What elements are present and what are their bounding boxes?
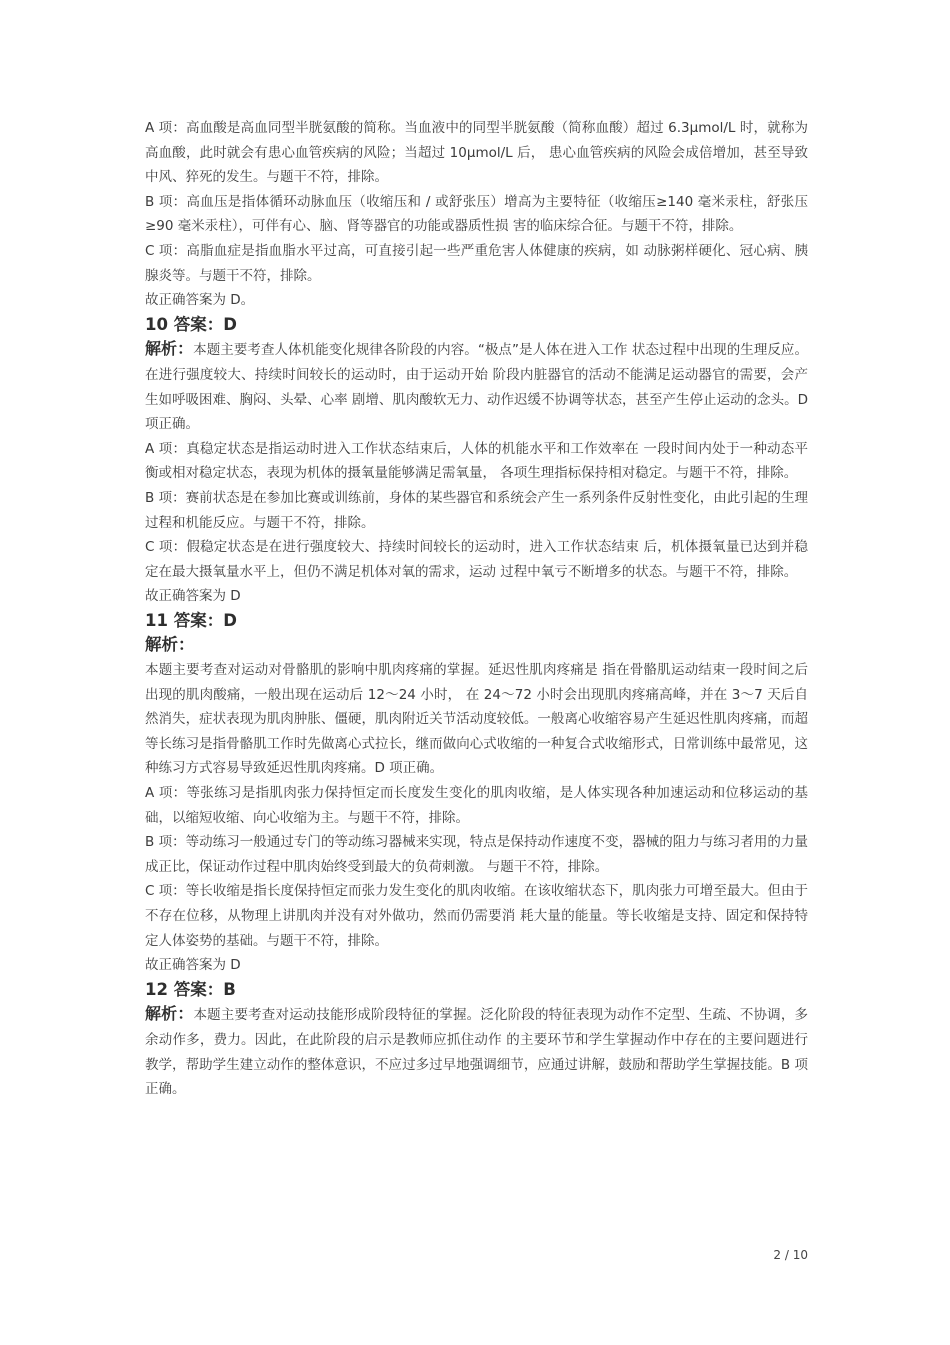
analysis-paragraph (145, 1002, 808, 1101)
explanation-paragraph: 本题主要考查对运动对骨骼肌的影响中肌肉疼痛的掌握。延迟性肌肉疼痛是 指在骨骼肌运动结束一段时间之后出现的肌肉酸痛，一般出现在运动后 12～24 小时， 在 24～72 小时会出现肌肉疼痛高峰，并在 3～7 天后自然消失，症状表现为肌肉肿胀、僵硬，肌肉附近关节活动度较低。一般离心收缩容易产生延迟性肌肉疼痛，而超等长练习是指骨骼肌工作时先做离心式拉长，继而做向心式收缩的一种复合式收缩形式，日常训练中最常见，这种练习方式容易导致延迟性肌肉疼痛。D 项正确。 (145, 662, 808, 777)
explanation-paragraph: C 项：高脂血症是指血脂水平过高，可直接引起一些严重危害人体健康的疾病，如 动脉粥样硬化、冠心病、胰腺炎等。与题干不符，排除。 (145, 242, 808, 284)
explanation-paragraph: A 项：高血酸是高血同型半胱氨酸的简称。当血液中的同型半胱氨酸（简称血酸）超过 6.3μmol/L 时，就称为高血酸，此时就会有患心血管疾病的风险；当超过 10μmol/L 后， 患心血管疾病的风险会成倍增加，甚至导致中风、猝死的发生。与题干不符，排除。 (145, 120, 808, 186)
answer-heading: 解析： (145, 635, 195, 655)
analysis-paragraph (145, 337, 808, 436)
explanation-paragraph: B 项：赛前状态是在参加比赛或训练前，身体的某些器官和系统会产生一系列条件反射性变化，由此引起的生理过程和机能反应。与题干不符，排除。 (145, 489, 808, 531)
page-number: 2 / 10 (773, 1248, 808, 1262)
analysis-label: 解析： (145, 1004, 194, 1024)
answer-heading: 11 答案：D (145, 610, 237, 630)
explanation-paragraph: B 项：高血压是指体循环动脉血压（收缩压和 / 或舒张压）增高为主要特征（收缩压≥140 毫米汞柱，舒张压≥90 毫米汞柱），可伴有心、脑、肾等器官的功能或器质性损 害的临床综合征。与题干不符，排除。 (145, 193, 808, 235)
explanation-paragraph: C 项：等长收缩是指长度保持恒定而张力发生变化的肌肉收缩。在该收缩状态下，肌肉张力可增至最大。但由于不存在位移，从物理上讲肌肉并没有对外做功，然而仍需要消 耗大量的能量。等长收缩是支持、固定和保持特定人体姿势的基础。与题干不符，排除。 (145, 883, 808, 949)
answer-heading: 10 答案：D (145, 314, 237, 334)
analysis-label: 解析： (145, 339, 194, 359)
analysis-text: 本题主要考查对运动技能形成阶段特征的掌握。泛化阶段的特征表现为动作不定型、生疏、不协调，多余动作多，费力。因此，在此阶段的启示是教师应抓住动作 的主要环节和学生掌握动作中存在的主要问题进行教学，帮助学生建立动作的整体意识，不应过多过早地强调细节，应通过讲解，鼓励和帮助学生掌握技能。B 项正确。 (145, 1007, 808, 1098)
analysis-text: 本题主要考查人体机能变化规律各阶段的内容。“极点”是人体在进入工作 状态过程中出现的生理反应。在进行强度较大、持续时间较长的运动时，由于运动开始 阶段内脏器官的活动不能满足运动器官的需要，会产生如呼吸困难、胸闷、头晕、心率 剧增、肌肉酸软无力、动作迟缓不协调等状态，甚至产生停止运动的念头。D 项正确。 (145, 342, 808, 433)
explanation-paragraph: A 项：等张练习是指肌肉张力保持恒定而长度发生变化的肌肉收缩，是人体实现各种加速运动和位移运动的基础，以缩短收缩、向心收缩为主。与题干不符，排除。 (145, 785, 808, 826)
answer-heading: 12 答案：B (145, 979, 236, 999)
explanation-paragraph: 故正确答案为 D (145, 957, 241, 974)
explanation-paragraph: C 项：假稳定状态是在进行强度较大、持续时间较长的运动时，进入工作状态结束 后，机体摄氧量已达到并稳定在最大摄氧量水平上，但仍不满足机体对氧的需求，运动 过程中氧亏不断增多的状态。与题干不符，排除。 (145, 539, 808, 580)
explanation-paragraph: A 项：真稳定状态是指运动时进入工作状态结束后，人体的机能水平和工作效率在 一段时间内处于一种动态平衡或相对稳定状态，表现为机体的摄氧量能够满足需氧量， 各项生理指标保持相对稳定。与题干不符，排除。 (145, 440, 808, 482)
explanation-paragraph: 故正确答案为 D。 (145, 292, 255, 309)
document-body (145, 116, 808, 1102)
explanation-paragraph: 故正确答案为 D (145, 588, 241, 605)
explanation-paragraph: B 项：等动练习一般通过专门的等动练习器械来实现，特点是保持动作速度不变，器械的阻力与练习者用的力量成正比，保证动作过程中肌肉始终受到最大的负荷刺激。 与题干不符，排除。 (145, 834, 808, 875)
